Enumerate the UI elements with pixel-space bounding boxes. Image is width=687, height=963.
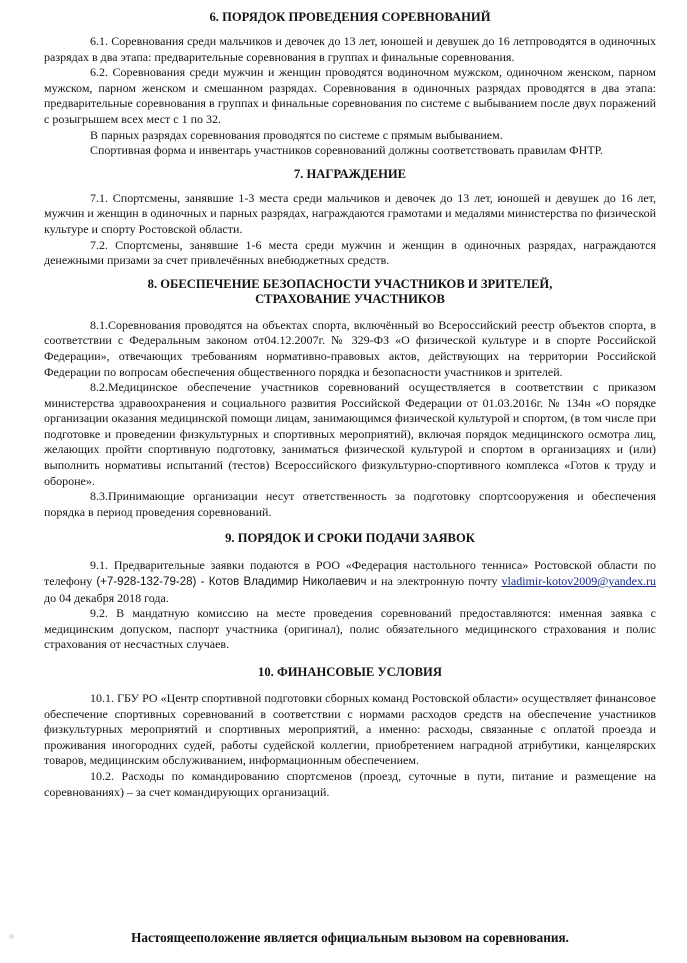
- section-6-heading: 6. ПОРЯДОК ПРОВЕДЕНИЯ СОРЕВНОВАНИЙ: [209, 10, 491, 24]
- section-8-heading-line-2: СТРАХОВАНИЕ УЧАСТНИКОВ: [255, 291, 445, 306]
- paragraph-10-2: 10.2. Расходы по командированию спортсменов (проезд, суточные в пути, питание и размещение на соревнованиях) – за счет командирующих организаций.: [44, 768, 656, 799]
- paragraph-6-4: Спортивная форма и инвентарь участников соревнований должны соответствовать правилам ФНТР.: [90, 143, 603, 158]
- section-7-heading: 7. НАГРАЖДЕНИЕ: [293, 166, 407, 181]
- paragraph-6-1: 6.1. Соревнования среди мальчиков и девочек до 13 лет, юношей и девушек до 16 летпроводятся в одиночных разрядах в два этапа: предварительные соревнования в группах и финальные соревнования.: [44, 34, 656, 64]
- section-8-heading-line-1: 8. ОБЕСПЕЧЕНИЕ БЕЗОПАСНОСТИ УЧАСТНИКОВ И ЗРИТЕЛЕЙ,: [147, 276, 553, 291]
- paragraph-10-1: 10.1. ГБУ РО «Центр спортивной подготовки сборных команд Ростовской области» осуществляет финансовое обеспечение спортивных соревнований в соответствии с нормами расходов средств на обеспечение участников физкультурных мероприятий и спортивных мероприятий, а именно: расходы, связанные с оплатой проезда и проживания иногородних судей, работы судейской коллегии, приобретением наградной атрибутики, канцелярских товаров, медицинским обслуживанием, информационным обеспечением.: [44, 691, 656, 768]
- scan-speck: [9, 934, 14, 939]
- document-page: [44, 10, 656, 800]
- contact-phone-and-name: (+7-928-132-79-28) - Котов Владимир Николаевич: [96, 576, 367, 589]
- email-link[interactable]: vladimir-kotov2009@yandex.ru: [501, 574, 656, 589]
- section-8-heading: [44, 277, 656, 307]
- paragraph-8-3: 8.3.Принимающие организации несут ответственность за подготовку спортсооружения и обеспечения порядка в период проведения соревнований.: [44, 489, 656, 519]
- paragraph-9-1-start: 9.1. Предварительные заявки подаются в РОО «Федерация настольного тенниса» Ростовской области по телефону: [44, 558, 656, 589]
- section-10-heading: 10. ФИНАНСОВЫЕ УСЛОВИЯ: [258, 665, 442, 679]
- paragraph-8-1: 8.1.Соревнования проводятся на объектах спорта, включённый во Всероссийский реестр объектов спорта, в соответствии с Федеральным законом от04.12.2007г. № 329-ФЗ «О физической культуре и в спорте Российской Федерации», отвечающих требованиям нормативно-правовых актов, действующих на территории Российской Федерации по вопросам обеспечения общественного порядка и безопасности участников и зрителей.: [44, 317, 656, 379]
- paragraph-6-3: В парных разрядах соревнования проводятся по системе с прямым выбыванием.: [90, 127, 503, 142]
- paragraph-7-2: 7.2. Спортсмены, занявшие 1-6 места среди мужчин и женщин в одиночных разрядах, награждаются денежными призами за счет привлечённых внебюджетных средств.: [44, 237, 656, 268]
- paragraph-9-1: [44, 558, 656, 606]
- paragraph-6-2: 6.2. Соревнования среди мужчин и женщин проводятся водиночном мужском, одиночном женском, парном мужском, парном женском и смешанном разрядах. Соревнования в одиночных разрядах проводятся в два этапа: предварительные соревнования в группах и финальные соревнования по системе с выбыванием после двух поражений с розыгрышем всех мест с 1 по 32.: [44, 65, 656, 126]
- paragraph-9-2: 9.2. В мандатную комиссию на месте проведения соревнований предоставляются: именная заявка с медицинским допуском, паспорт участника (оригинал), полис обязательного медицинского страхования и полис страхования от несчастных случаев.: [44, 606, 656, 652]
- footer-statement: Настоящееположение является официальным вызовом на соревнования.: [131, 930, 569, 945]
- section-9-heading: 9. ПОРЯДОК И СРОКИ ПОДАЧИ ЗАЯВОК: [225, 531, 475, 546]
- paragraph-9-1-mid: и на электронную почту: [366, 574, 502, 589]
- paragraph-7-1: 7.1. Спортсмены, занявшие 1-3 места среди мальчиков и девочек до 13 лет, юношей и девушек до 16 лет, мужчин и женщин в одиночных и парных разрядах, награждаются грамотами и медалями министерства по физической культуре и спорту Ростовской области.: [44, 190, 656, 236]
- paragraph-8-2: 8.2.Медицинское обеспечение участников соревнований осуществляется в соответствии с приказом министерства здравоохранения и социального развития Российской Федерации от 01.03.2016г. № 134н «О порядке организации оказания медицинской помощи лицам, занимающимся физической культурой и спортом, (в том числе при подготовке и проведении физкультурных и спортивных мероприятий), включая порядок медицинского осмотра лиц, желающих пройти спортивную подготовку, заниматься физической культурой и спортом в организациях и (или) выполнить нормативы испытаний (тестов) Всероссийского физкультурно-спортивного комплекса «Готов к труду и обороне».: [44, 380, 656, 488]
- paragraph-9-1-end: до 04 декабря 2018 года.: [44, 590, 169, 605]
